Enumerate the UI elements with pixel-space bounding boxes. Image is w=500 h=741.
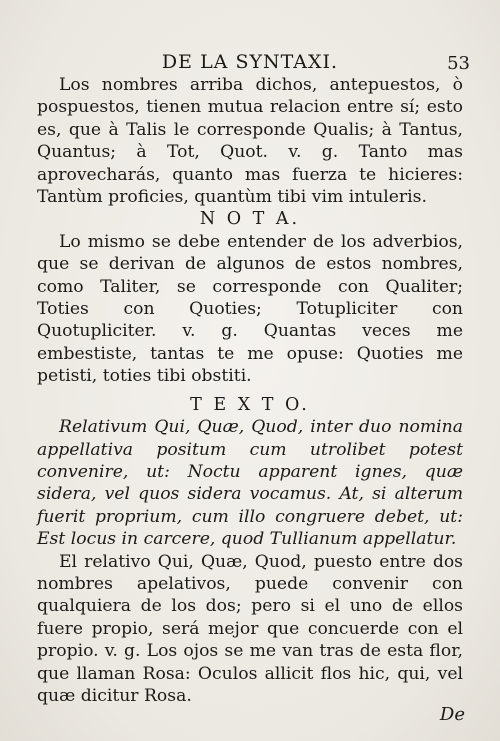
paragraph-1: Los nombres arriba dichos, antepuestos, ò pospuestos, tienen mutua relacion entre sí; esto es, que à Talis le corresponde Qualis; à Tantus, Quantus; à Tot, Quot. v. g. Tanto mas aprovecharás, quanto mas fuerza te hicieres: Tantùm proficies, quantùm tibi vim intuleris.: [37, 75, 463, 208]
paragraph-2: Lo mismo se debe entender de los adverbios, que se derivan de algunos de estos nombres, como Taliter, se corresponde con Qualiter; Toties con Quoties; Totupliciter con Quotupliciter. v. g. Quantas veces me embestiste, tantas te me opuse: Quoties me petisti, toties tibi obstiti.: [37, 231, 463, 387]
catchword: De: [439, 704, 465, 725]
page-number: 53: [447, 53, 470, 74]
paragraph-3-latin: Relativum Qui, Quæ, Quod, inter duo nomina appellativa positum cum utrolibet potest convenire, ut: Noctu apparent ignes, quæ sidera, vel quos sidera vocamus. At, si alterum fuerit proprium, cum illo congruere debet, ut: Est locus in carcere, quod Tullianum appellatur.: [37, 417, 463, 550]
texto-heading: T E X T O.: [190, 394, 310, 415]
page-body: [37, 74, 463, 707]
paragraph-4: El relativo Qui, Quæ, Quod, puesto entre dos nombres apelativos, puede convenir con qualquiera de los dos; pero si el uno de ellos fuere propio, será mejor que concuerde con el propio. v. g. Los ojos se me van tras de esta flor, que llaman Rosa: Oculos allicit flos hic, qui, vel quæ dicitur Rosa.: [37, 551, 463, 706]
nota-heading: N O T A.: [199, 209, 301, 230]
running-title: DE LA SYNTAXI.: [161, 51, 339, 73]
page-header: [0, 50, 500, 74]
